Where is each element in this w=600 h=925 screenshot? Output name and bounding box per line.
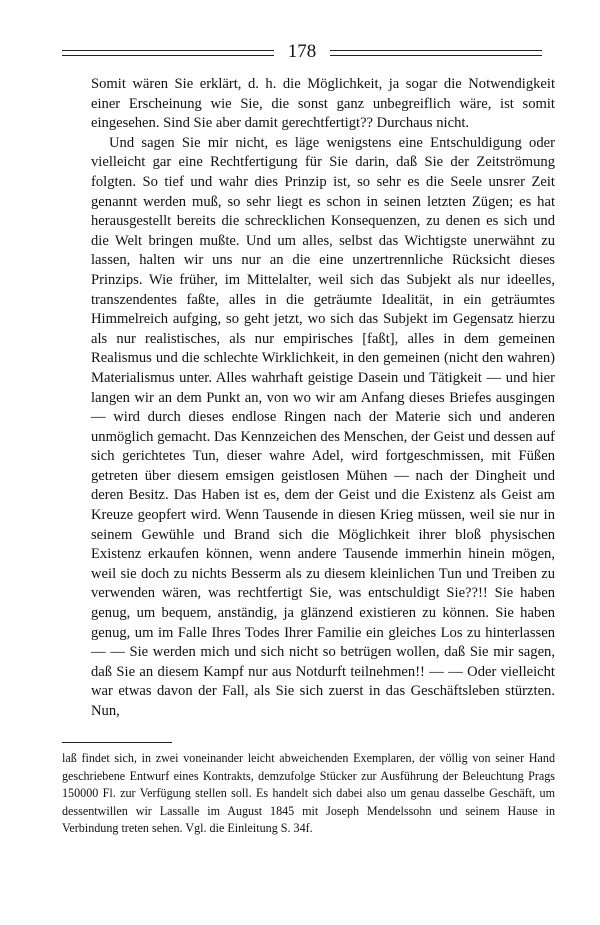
page-header <box>62 40 542 66</box>
main-text <box>91 75 555 722</box>
footnote-text: laß findet sich, in zwei voneinander leicht abweichenden Exemplaren, der völlig von seiner Hand geschriebene Entwurf eines Kontrakts, demzufolge Stücker zur Ausführung der Beleuchtung Prags 150000 Fl. zur Verfügung stellen soll. Es handelt sich dabei also um genau dasselbe Geschäft, um dessentwillen wir Lassalle im August 1845 mit Joseph Mendelssohn und seinem Hause in Verbindung treten sehen. Vgl. die Einleitung S. 34f. <box>62 751 555 836</box>
footnote-separator <box>62 742 172 743</box>
page-number: 178 <box>287 41 317 62</box>
paragraph-main: Und sagen Sie mir nicht, es läge wenigstens eine Entschuldigung oder vielleicht gar eine Rechtfertigung für Sie darin, daß Sie der Zeitströmung folgten. So tief und wahr dies Prinzip ist, so sehr es die Seele unsrer Zeit genannt werden muß, so sehr liegt es schon in seinen letzten Zügen; es hat herausgestellt bereits die schrecklichen Konsequenzen, zu denen es sich und die Welt bringen mußte. Und um alles, selbst das Wichtigste unerwähnt zu lassen, halten wir uns nur an die eine unzertrennliche Rücksicht dieses Prinzips. Wie früher, im Mittelalter, weil sich das Subjekt als nur ideelles, transzendentes faßte, alles in die geträumte Idealität, in ein geträumtes Himmelreich aufging, so geht jetzt, wo sich das Subjekt im Gegensatz hierzu als nur realistisches, als nur empirisches [faßt], alles in dem gemeinen Realismus und die schlechte Wirklichkeit, in den gemeinen (nicht den wahren) Materialismus unter. Alles wahrhaft geistige Dasein und Tätigkeit — und hier langen wir an dem Punkt an, von wo wir am Anfang dieses Briefes ausgingen — wird durch dieses endlose Ringen nach der Materie sich und anderen unmöglich gemacht. Das Kennzeichen des Menschen, der Geist und dessen auf sich gerichtetes Tun, dieser wahre Adel, wird fortgeschmissen, mit Füßen getreten über diesem emsigen geistlosen Mühen — nach der Dingheit und deren Besitz. Das Haben ist es, dem der Geist und die Existenz als Geist am Kreuze geopfert wird. Wenn Tausende in diesen Krieg müssen, weil sie nur in seinem Gewühle und Brand sich die Möglichkeit ihrer bloß physischen Existenz erkaufen können, wenn andere Tausende immerhin hinein mögen, weil sie doch zu nichts Besserm als zu diesem kleinlichen Tun und Treiben zu verwenden wären, was rechtfertigt Sie, was entschuldigt Sie??!! Sie haben genug, um bequem, anständig, ja glänzend existieren zu können. Sie haben genug, um im Falle Ihres Todes Ihrer Familie ein gleiches Los zu hinterlassen — — Sie werden mich und sich nicht so betrügen wollen, daß Sie mir sagen, daß Sie an diesem Kampf nur aus Notdurft teilnehmen!! — — Oder vielleicht war etwas davon der Fall, als Sie sich zuerst in das Geschäftsleben stürzten. Nun, <box>91 134 555 719</box>
paragraph-continuation: Somit wären Sie erklärt, d. h. die Möglichkeit, ja sogar die Notwendigkeit einer Erscheinung wie Sie, die sonst ganz unbegreiflich wäre, ist somit eingesehen. Sind Sie aber damit gerechtfertigt?? Durchaus nicht. <box>91 76 555 132</box>
footnote <box>62 750 555 838</box>
header-rule-right <box>330 50 542 56</box>
header-rule-left <box>62 50 274 56</box>
